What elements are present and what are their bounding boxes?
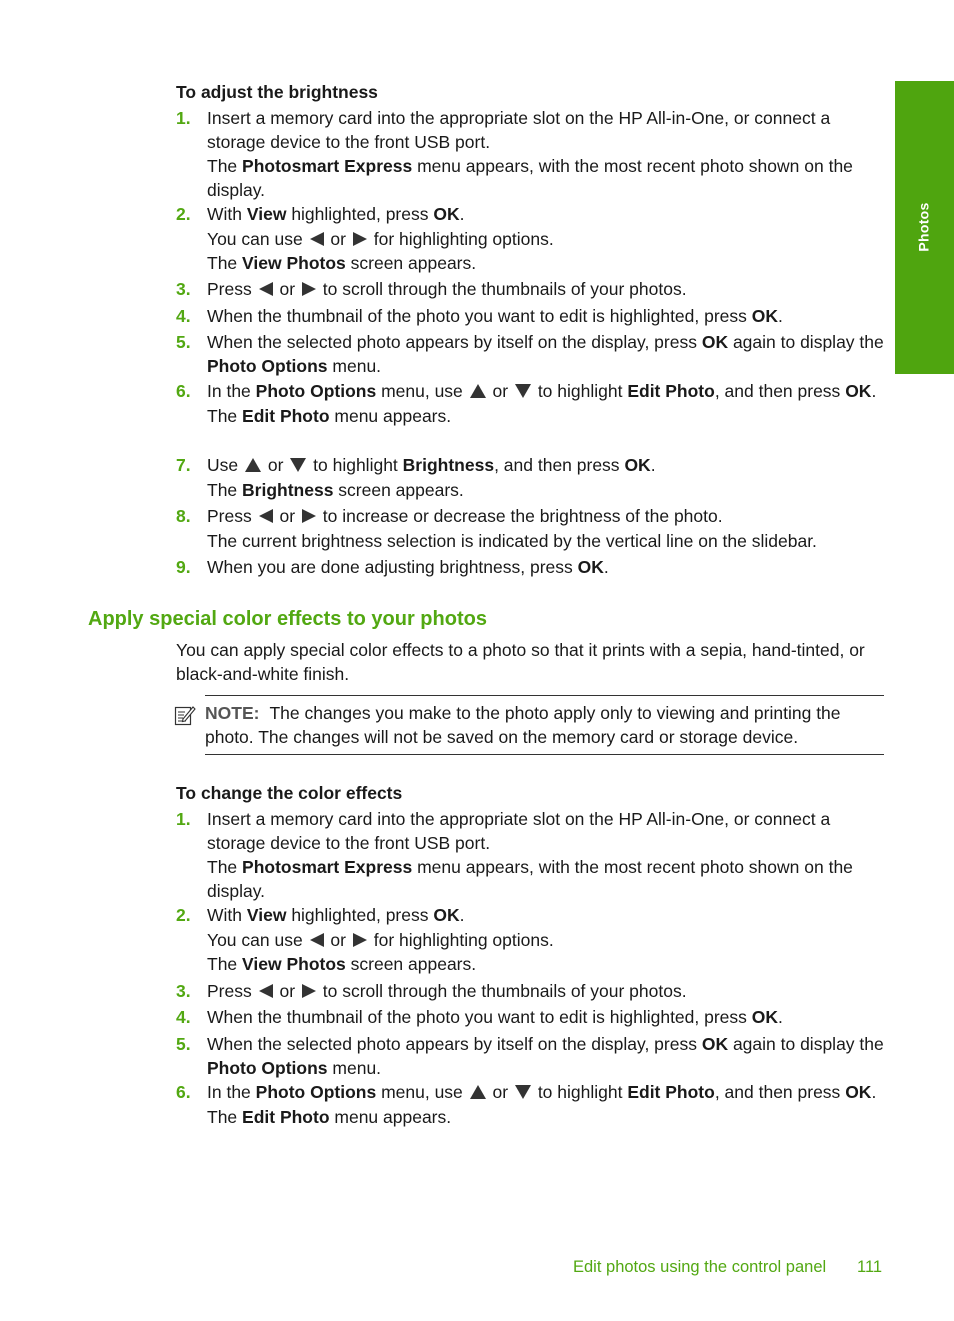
step-text: In the Photo Options menu, use or to highlight Edit Photo, and then press OK. (207, 1082, 877, 1102)
up-arrow-icon (470, 1085, 486, 1099)
left-arrow-icon (259, 282, 273, 296)
list-item (176, 331, 888, 378)
left-arrow-icon (259, 984, 273, 998)
step-number: 9. (176, 557, 191, 577)
left-arrow-icon (259, 509, 273, 523)
up-arrow-icon (470, 384, 486, 398)
step-hint: You can use or for highlighting options. (207, 929, 554, 950)
step-text: With View highlighted, press OK. (207, 204, 465, 224)
step-result: The View Photos screen appears. (207, 253, 477, 273)
step-number: 3. (176, 981, 191, 1001)
section-heading: Apply special color effects to your photos (88, 608, 487, 630)
step-text: When the thumbnail of the photo you want to edit is highlighted, press OK. (207, 1007, 783, 1027)
right-arrow-icon (353, 232, 367, 246)
list-item (176, 203, 888, 276)
list-item (176, 505, 888, 553)
step-number: 8. (176, 506, 191, 526)
right-arrow-icon (353, 933, 367, 947)
list-item (176, 980, 888, 1004)
step-number: 5. (176, 1034, 191, 1054)
up-arrow-icon (245, 458, 261, 472)
note-icon (174, 704, 196, 726)
note-text: NOTE: The changes you make to the photo apply only to viewing and printing the photo. The changes will not be saved on the memory card or storage device. (205, 703, 841, 747)
list-item (176, 107, 888, 202)
step-result: The Edit Photo menu appears. (207, 405, 452, 426)
side-tab (895, 81, 954, 374)
note-label: NOTE: (205, 703, 260, 723)
step-text: Insert a memory card into the appropriate slot on the HP All-in-One, or connect a storage device to the front USB port. (207, 108, 831, 152)
down-arrow-icon (515, 1085, 531, 1099)
list-item (176, 380, 888, 428)
list-item (176, 454, 888, 502)
step-text: In the Photo Options menu, use or to highlight Edit Photo, and then press OK. (207, 381, 877, 401)
list-item (176, 1081, 888, 1129)
list-item (176, 904, 888, 977)
step-result: The Photosmart Express menu appears, with the most recent photo shown on the display. (207, 156, 853, 200)
step-number: 6. (176, 381, 191, 401)
right-arrow-icon (302, 282, 316, 296)
step-text: When the selected photo appears by itself on the display, press OK again to display the Photo Options menu. (207, 1034, 884, 1078)
step-number: 7. (176, 455, 191, 475)
step-text: Press or to increase or decrease the brightness of the photo. (207, 506, 723, 526)
step-text: Insert a memory card into the appropriate slot on the HP All-in-One, or connect a storage device to the front USB port. (207, 809, 831, 853)
step-number: 4. (176, 306, 191, 326)
list-item (176, 808, 888, 903)
step-result: The current brightness selection is indicated by the vertical line on the slidebar. (207, 530, 817, 551)
procedure-title-color: To change the color effects (176, 783, 403, 803)
step-text: Use or to highlight Brightness, and then press OK. (207, 455, 656, 475)
list-item (176, 278, 888, 302)
step-text: When the thumbnail of the photo you want to edit is highlighted, press OK. (207, 306, 783, 326)
step-number: 5. (176, 332, 191, 352)
step-number: 6. (176, 1082, 191, 1102)
step-number: 1. (176, 108, 191, 128)
down-arrow-icon (290, 458, 306, 472)
side-tab-label: Photos (915, 202, 932, 252)
footer-section-title: Edit photos using the control panel (573, 1258, 827, 1276)
section-intro: You can apply special color effects to a photo so that it prints with a sepia, hand-tinted, or black-and-white finish. (176, 640, 865, 684)
left-arrow-icon (310, 933, 324, 947)
step-text: With View highlighted, press OK. (207, 905, 465, 925)
note-box (205, 695, 884, 755)
step-result: The Photosmart Express menu appears, with the most recent photo shown on the display. (207, 857, 853, 901)
step-result: The View Photos screen appears. (207, 954, 477, 974)
procedure-title-brightness: To adjust the brightness (176, 82, 378, 102)
step-number: 1. (176, 809, 191, 829)
list-item (176, 305, 888, 329)
step-number: 2. (176, 905, 191, 925)
list-item (176, 1033, 888, 1080)
list-item (176, 556, 888, 580)
step-number: 2. (176, 204, 191, 224)
step-text: When you are done adjusting brightness, press OK. (207, 557, 609, 577)
step-text: Press or to scroll through the thumbnails of your photos. (207, 279, 687, 299)
step-number: 4. (176, 1007, 191, 1027)
step-number: 3. (176, 279, 191, 299)
step-hint: You can use or for highlighting options. (207, 228, 554, 249)
right-arrow-icon (302, 984, 316, 998)
down-arrow-icon (515, 384, 531, 398)
list-item (176, 1006, 888, 1030)
left-arrow-icon (310, 232, 324, 246)
step-text: When the selected photo appears by itself on the display, press OK again to display the Photo Options menu. (207, 332, 884, 376)
page-number: 111 (857, 1258, 883, 1276)
right-arrow-icon (302, 509, 316, 523)
step-result: The Brightness screen appears. (207, 479, 464, 500)
step-result: The Edit Photo menu appears. (207, 1106, 452, 1127)
step-text: Press or to scroll through the thumbnails of your photos. (207, 981, 687, 1001)
